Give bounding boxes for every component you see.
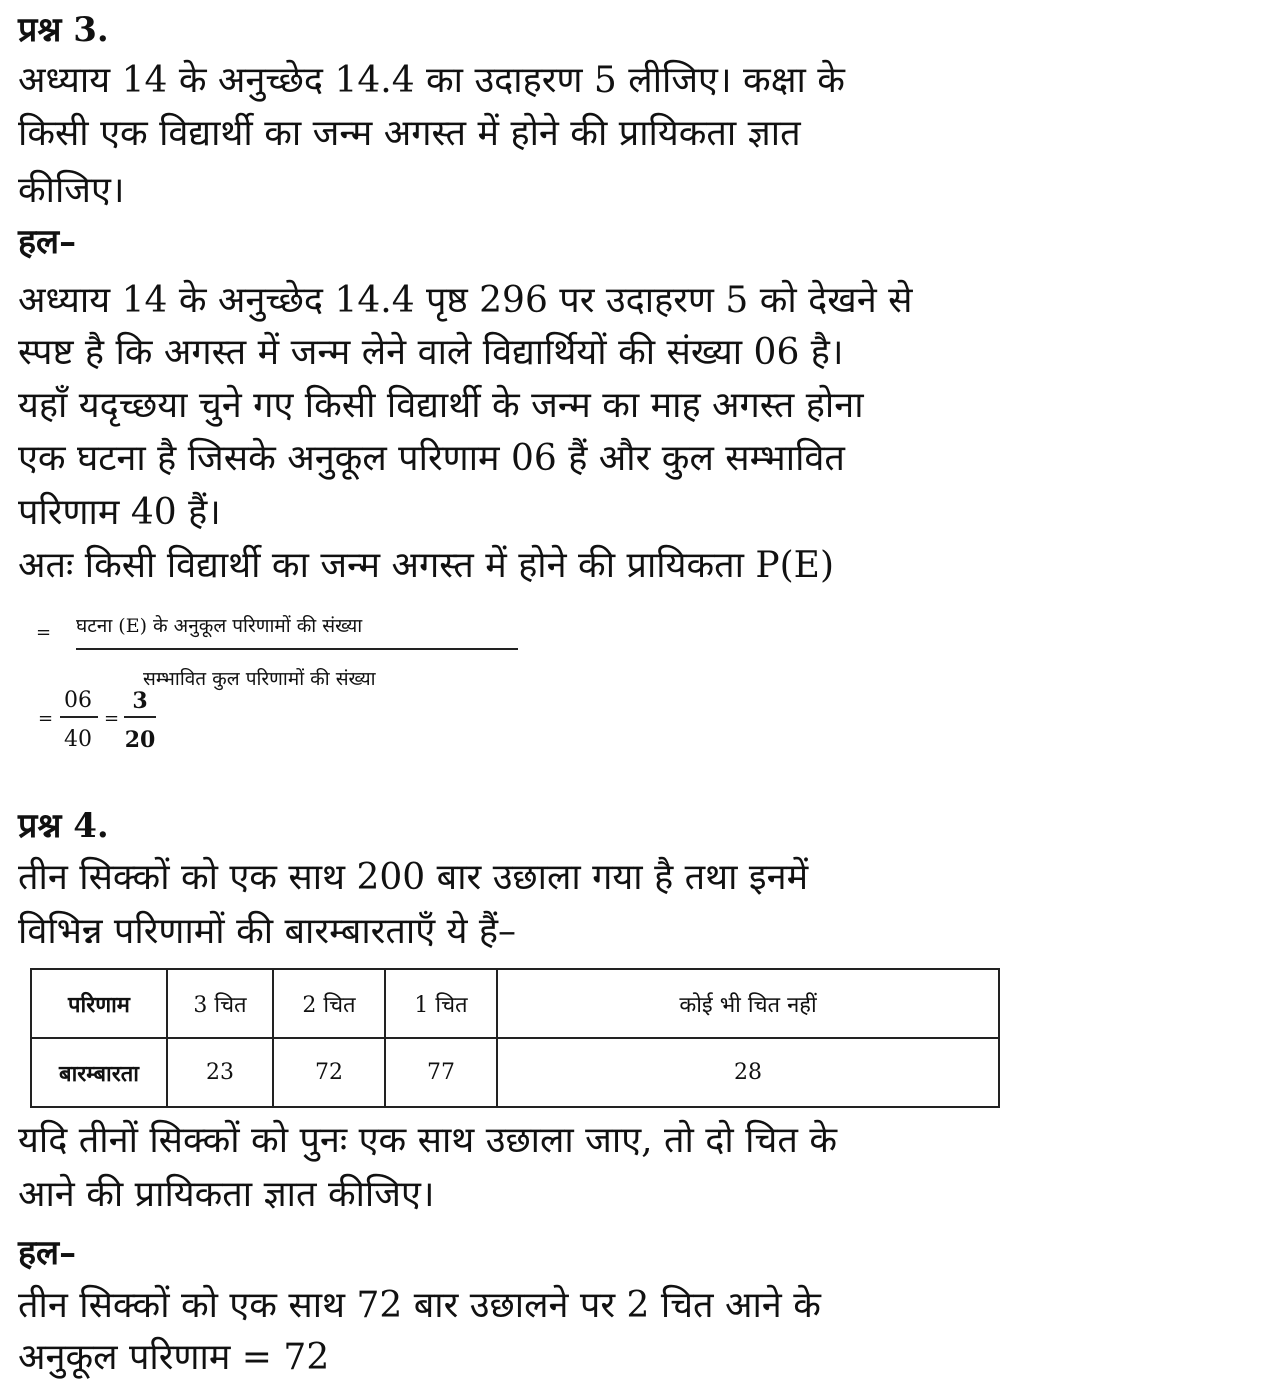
frequency-table [30,968,1000,1108]
fraction-40-denominator: 40 [64,727,92,752]
table-cell: 72 [273,1038,385,1107]
q4-question-line: विभिन्न परिणामों की बारम्बारताएँ ये हैं– [18,911,517,952]
q3-solution-line: यहाँ यदृच्छया चुने गए किसी विद्यार्थी के जन्म का माह अगस्त होना [18,385,864,426]
q3-solution-line: परिणाम 40 हैं। [18,492,221,533]
formula-fraction-bar [76,648,518,650]
formula-numerator: घटना (E) के अनुकूल परिणामों की संख्या [76,615,363,637]
table-row-label: बारम्बारता [31,1038,167,1107]
q3-solution-line: स्पष्ट है कि अगस्त में जन्म लेने वाले विद्यार्थियों की संख्या 06 है। [18,332,844,373]
q3-question-line: किसी एक विद्यार्थी का जन्म अगस्त में होने की प्रायिकता ज्ञात [18,113,801,154]
q4-question-line: तीन सिक्कों को एक साथ 200 बार उछाला गया है तथा इनमें [18,857,809,898]
question-3-heading: प्रश्न 3. [18,10,109,50]
q3-question-line: कीजिए। [18,170,125,211]
table-header-cell: 2 चित [273,969,385,1038]
fraction-bar [60,716,98,718]
formula-equals: = [38,708,54,729]
table-cell: 77 [385,1038,497,1107]
table-header-cell: 1 चित [385,969,497,1038]
fraction-20-denominator: 20 [124,727,156,753]
table-header-cell: कोई भी चित नहीं [497,969,999,1038]
fraction-06-numerator: 06 [64,688,92,713]
table-cell: 23 [167,1038,273,1107]
q3-solution-line: अध्याय 14 के अनुच्छेद 14.4 पृष्ठ 296 पर उदाहरण 5 को देखने से [18,280,913,321]
table-row [31,1038,999,1107]
formula-denominator: सम्भावित कुल परिणामों की संख्या [143,668,376,690]
q3-solution-heading: हल– [18,222,77,262]
table-cell: 28 [497,1038,999,1107]
q3-question-line: अध्याय 14 के अनुच्छेद 14.4 का उदाहरण 5 लीजिए। कक्षा के [18,60,845,101]
q3-solution-line: अतः किसी विद्यार्थी का जन्म अगस्त में होने की प्रायिकता P(E) [18,545,835,586]
table-header-cell: 3 चित [167,969,273,1038]
q4-question-line: आने की प्रायिकता ज्ञात कीजिए। [18,1174,435,1215]
formula-equals: = [36,622,52,643]
q4-solution-line: अनुकूल परिणाम = 72 [18,1337,330,1378]
fraction-bar [124,716,156,718]
table-row-label: परिणाम [31,969,167,1038]
table-row [31,969,999,1038]
fraction-3-numerator: 3 [132,688,148,714]
q4-solution-heading: हल– [18,1233,77,1273]
q3-solution-line: एक घटना है जिसके अनुकूल परिणाम 06 हैं और कुल सम्भावित [18,438,845,479]
formula-equals: = [104,708,120,729]
question-4-heading: प्रश्न 4. [18,806,109,846]
q4-solution-line: तीन सिक्कों को एक साथ 72 बार उछालने पर 2 चित आने के [18,1285,821,1326]
q4-question-line: यदि तीनों सिक्कों को पुनः एक साथ उछाला जाए, तो दो चित के [18,1120,837,1161]
